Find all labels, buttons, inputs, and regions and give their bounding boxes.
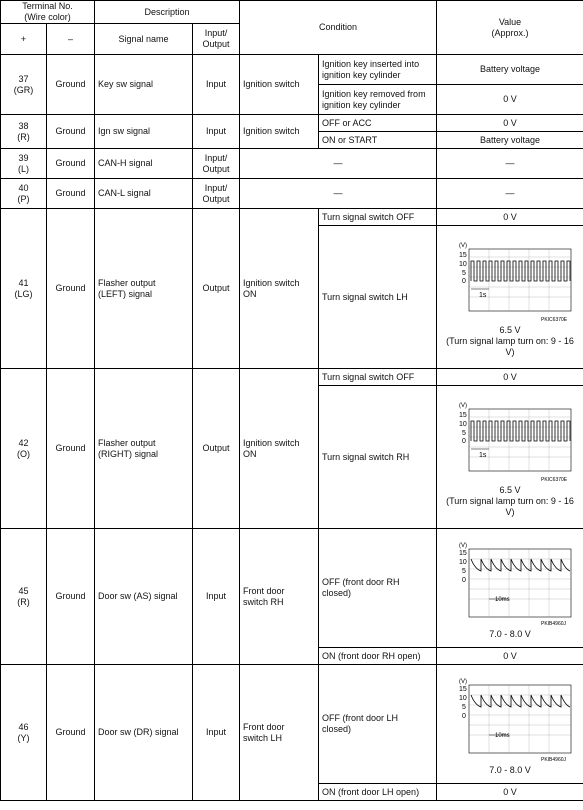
signal-name: CAN-H signal — [95, 149, 193, 179]
condition-line: switch LH — [243, 732, 283, 743]
figure-code: PKIB4960J — [541, 620, 567, 627]
terminal-number: 38 — [18, 120, 29, 131]
y-tick: 0 — [462, 277, 466, 285]
value-note: (Turn signal lamp turn on: 9 - 16 — [446, 495, 574, 506]
header-value — [437, 1, 583, 55]
figure-code: PKIC6370E — [541, 316, 568, 323]
door-switch-waveform-rh — [441, 537, 579, 629]
subcondition-line: OFF (front door LH — [322, 713, 399, 723]
condition-line: Front door — [243, 721, 285, 732]
subcondition-cell: Turn signal switch LH — [319, 226, 437, 369]
terminal-number: 40 — [18, 182, 29, 193]
value-main: 6.5 V — [499, 324, 521, 335]
io-line: Output — [202, 163, 230, 174]
header-minus: – — [47, 24, 95, 55]
terminal-41 — [1, 209, 47, 369]
signal-name — [95, 369, 193, 529]
signal-name: CAN-L signal — [95, 179, 193, 209]
header-value-approx: (Approx.) — [491, 27, 529, 38]
condition-line: Front door — [243, 585, 285, 596]
y-tick: 10 — [459, 694, 467, 702]
terminal-number: 46 — [18, 721, 29, 732]
subcondition-cell: ON (front door RH open) — [319, 648, 437, 665]
y-tick: 5 — [462, 429, 466, 437]
table-row — [1, 529, 583, 648]
value-main: 7.0 - 8.0 V — [489, 764, 531, 775]
header-plus: + — [1, 24, 47, 55]
condition-line: ON — [243, 448, 257, 459]
value-cell: 0 V — [437, 209, 583, 226]
condition-line: ON — [243, 288, 257, 299]
value-cell: Battery voltage — [437, 132, 583, 149]
header-io — [193, 24, 240, 55]
terminal-38 — [1, 115, 47, 149]
io-line: Output — [202, 193, 230, 204]
y-tick: 5 — [462, 269, 466, 277]
axis-unit: (V) — [459, 542, 468, 549]
terminal-39 — [1, 149, 47, 179]
waveform-trace — [471, 559, 570, 571]
header-signal-name: Signal name — [95, 24, 193, 55]
terminal-37 — [1, 55, 47, 115]
signal-name: Ign sw signal — [95, 115, 193, 149]
wire-color: (R) — [17, 596, 30, 607]
condition-line: Ignition switch — [243, 277, 300, 288]
table-row — [1, 149, 583, 179]
io-cell: Output — [193, 369, 240, 529]
header-value-label: Value — [498, 16, 522, 27]
waveform-cell — [437, 529, 583, 648]
subcondition-line: Ignition key inserted into — [322, 58, 420, 69]
time-label: 1s — [479, 451, 487, 459]
io-cell: Input — [193, 115, 240, 149]
value-note: (Turn signal lamp turn on: 9 - 16 — [446, 335, 574, 346]
table-row — [1, 115, 583, 132]
subcondition-cell: ON (front door LH open) — [319, 784, 437, 801]
wire-color: (GR) — [13, 84, 34, 95]
flasher-waveform-right — [441, 397, 579, 485]
time-label: 10ms — [495, 596, 510, 603]
signal-name: Door sw (AS) signal — [95, 529, 193, 665]
axis-unit: (V) — [459, 242, 468, 249]
subcondition-line: ignition key cylinder — [322, 99, 401, 110]
header-terminal-no: Terminal No. — [22, 1, 73, 11]
axis-unit: (V) — [459, 402, 468, 409]
value-note: V) — [505, 346, 515, 357]
signal-line: Flasher output — [98, 277, 156, 288]
value-cell: 0 V — [437, 115, 583, 132]
terminal-number: 42 — [18, 437, 29, 448]
value-cell: — — [437, 179, 583, 209]
subcondition-cell: OFF or ACC — [319, 115, 437, 132]
terminal-42 — [1, 369, 47, 529]
value-cell: Battery voltage — [437, 55, 583, 85]
io-cell: Input — [193, 665, 240, 801]
condition-line: Ignition switch — [243, 437, 300, 448]
subcondition-line: closed) — [322, 724, 352, 734]
y-tick: 10 — [459, 260, 467, 268]
subcondition-cell: Turn signal switch OFF — [319, 369, 437, 386]
subcondition-cell: ON or START — [319, 132, 437, 149]
ground-cell: Ground — [47, 529, 95, 665]
io-cell: Output — [193, 209, 240, 369]
terminal-45 — [1, 529, 47, 665]
header-io-line2: Output — [202, 39, 230, 49]
subcondition-line: ignition key cylinder — [322, 69, 401, 80]
wire-color: (L) — [18, 163, 29, 174]
io-line: Input/ — [204, 182, 228, 193]
signal-line: Flasher output — [98, 437, 156, 448]
door-switch-waveform-lh — [441, 673, 579, 765]
terminal-40 — [1, 179, 47, 209]
y-tick: 15 — [459, 549, 467, 557]
header-description: Description — [95, 1, 240, 24]
table-row — [1, 369, 583, 386]
subcondition-line: OFF (front door RH — [322, 577, 400, 587]
io-cell — [193, 179, 240, 209]
y-tick: 0 — [462, 437, 466, 445]
header-condition: Condition — [240, 1, 437, 55]
header-io-line1: Input/ — [204, 28, 228, 38]
value-cell: — — [437, 149, 583, 179]
ground-cell: Ground — [47, 665, 95, 801]
table-row — [1, 55, 583, 85]
ground-cell: Ground — [47, 209, 95, 369]
ground-cell: Ground — [47, 149, 95, 179]
wire-color: (LG) — [14, 288, 33, 299]
terminal-46 — [1, 665, 47, 801]
value-main: 6.5 V — [499, 484, 521, 495]
condition-cell: Ignition switch — [240, 55, 319, 115]
wire-color: (O) — [17, 448, 30, 459]
signal-line: (LEFT) signal — [98, 288, 153, 299]
subcondition-cell: Turn signal switch OFF — [319, 209, 437, 226]
condition-cell: — — [240, 149, 437, 179]
io-cell — [193, 149, 240, 179]
y-tick: 5 — [462, 567, 466, 575]
value-cell: 0 V — [437, 85, 583, 115]
condition-cell — [240, 369, 319, 529]
waveform-trace — [471, 261, 570, 281]
terminal-number: 37 — [18, 73, 29, 84]
y-tick: 0 — [462, 712, 466, 720]
waveform-trace — [471, 695, 570, 707]
io-cell: Input — [193, 55, 240, 115]
time-label: 10ms — [495, 732, 510, 739]
flasher-waveform-left — [441, 237, 579, 325]
ground-cell: Ground — [47, 369, 95, 529]
waveform-cell — [437, 665, 583, 784]
waveform-trace — [471, 421, 570, 441]
table-row — [1, 665, 583, 784]
y-tick: 5 — [462, 703, 466, 711]
condition-line: switch RH — [243, 596, 284, 607]
value-cell: 0 V — [437, 369, 583, 386]
y-tick: 15 — [459, 251, 467, 259]
wire-color: (R) — [17, 131, 30, 142]
waveform-cell — [437, 226, 583, 369]
signal-name: Key sw signal — [95, 55, 193, 115]
ground-cell: Ground — [47, 179, 95, 209]
signal-name — [95, 209, 193, 369]
table-row — [1, 209, 583, 226]
subcondition-line: closed) — [322, 588, 352, 598]
value-main: 7.0 - 8.0 V — [489, 628, 531, 639]
subcondition-cell — [319, 85, 437, 115]
condition-cell — [240, 209, 319, 369]
condition-cell — [240, 529, 319, 665]
subcondition-cell: Turn signal switch RH — [319, 386, 437, 529]
table-row — [1, 179, 583, 209]
ground-cell: Ground — [47, 55, 95, 115]
value-cell: 0 V — [437, 784, 583, 801]
figure-code: PKIB4960J — [541, 756, 567, 763]
y-tick: 10 — [459, 420, 467, 428]
y-tick: 0 — [462, 576, 466, 584]
ground-cell: Ground — [47, 115, 95, 149]
terminal-number: 41 — [18, 277, 29, 288]
y-tick: 10 — [459, 558, 467, 566]
io-cell: Input — [193, 529, 240, 665]
y-tick: 15 — [459, 411, 467, 419]
time-label: 1s — [479, 291, 487, 299]
subcondition-cell — [319, 55, 437, 85]
axis-unit: (V) — [459, 678, 468, 685]
terminal-number: 39 — [18, 152, 29, 163]
io-line: Input/ — [204, 152, 228, 163]
subcondition-cell — [319, 665, 437, 784]
subcondition-cell — [319, 529, 437, 648]
figure-code: PKIC6370E — [541, 476, 568, 483]
waveform-cell — [437, 386, 583, 529]
condition-cell — [240, 665, 319, 801]
terminal-number: 45 — [18, 585, 29, 596]
header-terminal — [1, 1, 95, 24]
y-tick: 15 — [459, 685, 467, 693]
wire-color: (P) — [17, 193, 30, 204]
signal-line: (RIGHT) signal — [98, 448, 159, 459]
value-cell: 0 V — [437, 648, 583, 665]
value-note: V) — [505, 506, 515, 517]
subcondition-line: Ignition key removed from — [322, 88, 426, 99]
wire-color: (Y) — [17, 732, 30, 743]
header-wire-color: (Wire color) — [24, 12, 71, 22]
signal-name: Door sw (DR) signal — [95, 665, 193, 801]
condition-cell: — — [240, 179, 437, 209]
condition-cell: Ignition switch — [240, 115, 319, 149]
